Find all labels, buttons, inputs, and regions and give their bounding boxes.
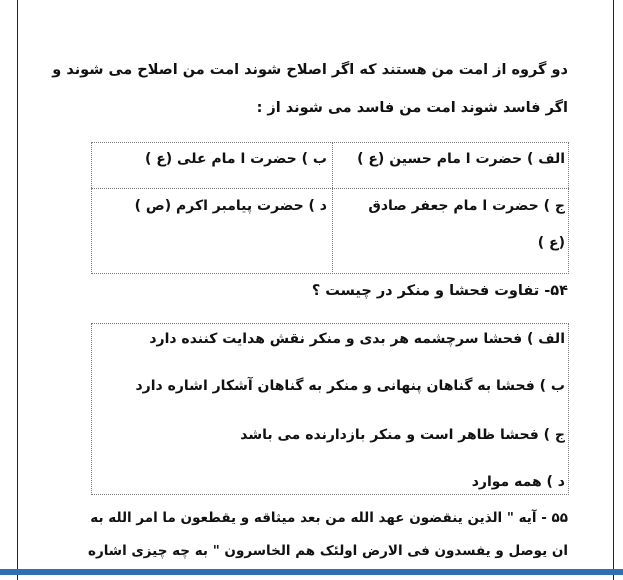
question-55-line-1: ۵۵ - آیه " الذین ینقضون عهد الله من بعد میثاقه و یقطعون ما امر الله به [90,510,568,526]
options-box-q54 [91,323,569,495]
option-c-line1: ج ) حضرت ا مام جعفر صادق [368,198,565,214]
bottom-accent-bar [0,569,623,575]
q54-option-b: ب ) فحشا به گناهان پنهانی و منکر به گناهان آشکار اشاره دارد [135,378,565,394]
option-c-line2: (ع ) [537,235,565,251]
q54-option-c: ج ) فحشا ظاهر است و منکر بازدارنده می باشد [240,427,565,443]
option-b: ب ) حضرت ا مام علی (ع ) [144,151,327,167]
table-divider-horizontal [91,188,569,189]
table-divider-vertical [332,142,333,274]
intro-line-1: دو گروه از امت من هستند که اگر اصلاح شوند امت من اصلاح می شوند و [52,62,568,78]
option-d: د ) حضرت پیامبر اکرم (ص ) [134,198,327,214]
intro-line-2: اگر فاسد شوند امت من فاسد می شوند از : [256,100,568,116]
option-a: الف ) حضرت ا مام حسین (ع ) [357,151,565,167]
q54-option-d: د ) همه موارد [471,474,565,490]
q54-option-a: الف ) فحشا سرچشمه هر بدی و منکر نقش هدایت کننده دارد [149,331,565,347]
question-55-line-2: ان یوصل و یفسدون فی الارض اولئک هم الخاسرون " به چه چیزی اشاره [88,543,568,559]
question-54: ۵۴- تفاوت فحشا و منکر در چیست ؟ [311,283,568,299]
